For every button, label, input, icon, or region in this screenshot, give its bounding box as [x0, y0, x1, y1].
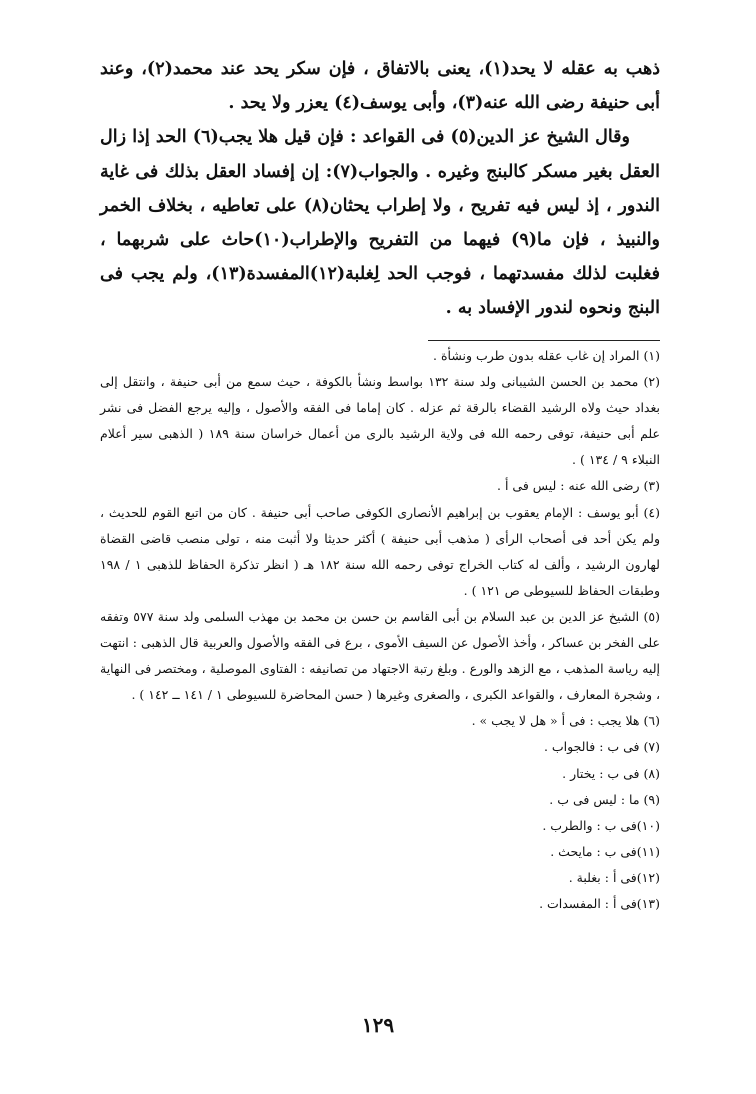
footnote-8: (٨) فى ب : يختار . [562, 765, 660, 781]
footnote-1: (١) المراد إن غاب عقله بدون طرب ونشأة . [433, 348, 660, 363]
page-number: ١٢٩ [361, 1013, 395, 1037]
footnotes [100, 343, 660, 917]
footnote-6: (٦) هلا يجب : فى أ « هل لا يجب » . [471, 713, 660, 729]
footnote-11: (١١)فى ب : مايحث . [550, 843, 660, 859]
footnote-5: (٥) الشيخ عز الدين بن عبد السلام بن أبى القاسم بن حسن بن محمد بن مهذب السلمى ولد سنة ٥٧٧ وتفقه على الفخر بن عساكر ، وأخذ الأصول عن السيف الأموى ، برع فى الفقه والأصول والعربية قال الذهبى : انتهت إليه رياسة المذهب ، مع الزهد والورع . وبلغ رتبة الاجتهاد من تصانيفه : الفتاوى الموصلية ، ومختصر فى النهاية ، وشجرة المعارف ، والقواعد الكبرى ، والصغرى وغيرها ( حسن المحاضرة للسيوطى ١ / ١٤١ ــ ١٤٢ ) . [100, 608, 661, 703]
footnote-13: (١٣)فى أ : المفسدات . [539, 895, 660, 911]
main-paragraph: وقال الشيخ عز الدين(٥) فى القواعد : فإن قيل هلا يجب(٦) الحد إذا زال العقل بغير مسكر كالبنج وغيره . والجواب(٧): إن إفساد العقل بذلك فى غاية الندور ، إذ ليس فيه تفريح ، ولا إطراب يحثان(٨) على تعاطيه ، بخلاف الخمر والنبيذ ، فإن ما(٩) فيهما من التفريح والإطراب(١٠)حاث على شربهما ، فغلبت لذلك مفسدتهما ، فوجب الحد لِغلبة(١٢)المفسدة(١٣)، ولم يجب فى البنج ونحوه لندور الإفساد به . [100, 127, 661, 319]
footnote-12: (١٢)فى أ : بغلبة . [568, 869, 660, 885]
footnote-9: (٩) ما : ليس فى ب . [549, 791, 660, 807]
footnote-7: (٧) فى ب : فالجواب . [543, 739, 660, 755]
footnote-10: (١٠)فى ب : والطرب . [542, 817, 660, 833]
footnote-3: (٣) رضى الله عنه : ليس فى أ . [497, 478, 660, 494]
main-paragraph: ذهب به عقله لا يحد(١)، يعنى بالاتفاق ، فإن سكر يحد عند محمد(٢)، وعند أبى حنيفة رضى الله عنه(٣)، وأبى يوسف(٤) يعزر ولا يحد . [100, 59, 661, 114]
footnote-4: (٤) أبو يوسف : الإمام يعقوب بن إبراهيم الأنصارى الكوفى صاحب أبى حنيفة . كان من اتبع القوم للحديث ، ولم يكن أحد فى أصحاب الرأى ( مذهب أبى حنيفة ) أكثر حديثا ولا أثبت منه ، تولى منصب قاضى القضاة لهارون الرشيد ، وألف له كتاب الخراج توفى رحمه الله سنة ١٨٢ هـ ( انظر تذكرة الحفاظ للذهبى ١ / ١٩٨ وطبقات الحفاظ للسيوطى ص ١٢١ ) . [100, 504, 660, 598]
footnote-2: (٢) محمد بن الحسن الشيبانى ولد سنة ١٣٢ بواسط ونشأ بالكوفة ، حيث سمع من أبى حنيفة ، وانتقل إلى بغداد حيث ولاه الرشيد القضاء بالرقة ثم عزله . كان إماما فى الفقه والأصول ، وإليه يرجع الفضل فى نشر علم أبى حنيفة، توفى رحمه الله فى ولاية الرشيد بالرى من أعمال خراسان سنة ١٨٩ ( الذهبى سير أعلام النبلاء ٩ / ١٣٤ ) . [100, 374, 661, 468]
footnote-separator [428, 340, 660, 341]
main-text [100, 52, 660, 326]
